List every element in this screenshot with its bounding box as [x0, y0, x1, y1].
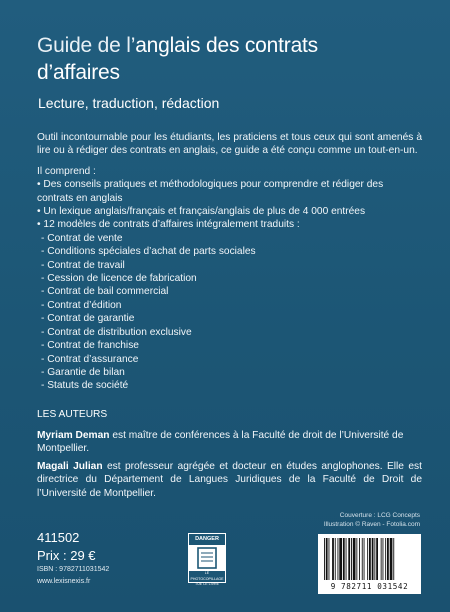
barcode-bar [353, 538, 356, 580]
price: Prix : 29 € [37, 548, 96, 563]
contracts-list [37, 232, 422, 393]
barcode-bar [383, 538, 384, 580]
barcode-bar [374, 538, 375, 580]
barcode-bar [332, 538, 334, 580]
author-bio-deman [37, 429, 422, 456]
barcode-bar [369, 538, 371, 580]
barcode-bar [367, 538, 368, 580]
feature-item: • 12 modèles de contrats d’affaires intégralement traduits : [37, 219, 300, 231]
book-title [37, 32, 427, 86]
feature-item: • Un lexique anglais/français et français/anglais de plus de 4 000 entrées [37, 206, 366, 218]
feature-item: • Des conseils pratiques et méthodologiques pour comprendre et rédiger des contrats en anglais [37, 179, 384, 204]
barcode-number: 9 782711 031542 [330, 582, 409, 591]
logo-bottom-text: LE PHOTOCOPILLAGE TUE LE LIVRE [190, 571, 224, 586]
barcode-bar [362, 538, 363, 580]
barcode-bar [335, 538, 336, 580]
contract-item: - Statuts de société [41, 380, 129, 392]
barcode-bar [326, 538, 328, 580]
title-prefix: Guide de l’ [37, 34, 136, 57]
credit-illustration: Illustration © Raven - Fotolia.com [323, 521, 420, 528]
book-subtitle: Lecture, traduction, rédaction [38, 95, 220, 111]
contract-item: - Contrat de garantie [41, 313, 135, 325]
barcode-bar [338, 538, 339, 580]
barcode-bar [359, 538, 360, 580]
barcode-bar [324, 538, 325, 580]
logo-top-text: DANGER [189, 534, 225, 545]
barcode-bar [372, 538, 374, 580]
cover-credits [270, 511, 420, 529]
barcode-bar [390, 538, 393, 580]
barcode-bar [376, 538, 378, 580]
barcode-bar [348, 538, 350, 580]
author-text: est professeur agrégée et docteur en études anglophones. Elle est directrice du Département de Langues Juridiques de la Faculté de Droit de l’Université de Montpellier. [37, 461, 422, 499]
isbn: ISBN : 9782711031542 [37, 566, 110, 573]
title-main: anglais des contrats [135, 34, 318, 57]
barcode-bar [364, 538, 365, 580]
intro-paragraph: Outil incontournable pour les étudiants, les praticiens et tous ceux qui sont amenés à lire ou à rédiger des contrats en anglais, ce guide a été conçu comme un tout-en-un. [37, 132, 422, 157]
contract-item: - Conditions spéciales d’achat de parts sociales [41, 246, 256, 258]
barcode-bar [329, 538, 330, 580]
barcode-bars [324, 538, 415, 582]
barcode-bar [385, 538, 386, 580]
product-code: 411502 [37, 530, 80, 545]
barcode [318, 534, 421, 594]
contract-item: - Contrat de distribution exclusive [41, 326, 192, 338]
contract-item: - Contrat de vente [41, 232, 123, 244]
logo-book-icon [189, 545, 225, 571]
barcode-bar [339, 538, 342, 580]
contract-item: - Contrat d’édition [41, 299, 122, 311]
contract-item: - Contrat de franchise [41, 340, 139, 352]
title-line2: d’affaires [37, 61, 120, 84]
comprend-label: Il comprend : [37, 165, 96, 177]
publisher-url: www.lexisnexis.fr [37, 578, 91, 585]
barcode-bar [356, 538, 357, 580]
credit-cover: Couverture : LCG Concepts [339, 512, 420, 519]
author-text: est maître de conférences à la Faculté de droit de l’Université de Montpellier. [37, 430, 404, 455]
description [37, 131, 422, 393]
contract-item: - Contrat de bail commercial [41, 286, 169, 298]
features-list [37, 178, 422, 232]
author-bio-julian [37, 460, 422, 500]
photocopillage-logo [188, 533, 226, 586]
contract-item: - Garantie de bilan [41, 366, 125, 378]
author-name: Myriam Deman [37, 430, 110, 441]
contract-item: - Contrat de travail [41, 259, 125, 271]
author-name: Magali Julian [37, 461, 103, 472]
barcode-bar [343, 538, 345, 580]
barcode-bar [387, 538, 389, 580]
contract-item: - Contrat d’assurance [41, 353, 139, 365]
barcode-bar [346, 538, 347, 580]
authors-heading: LES AUTEURS [37, 409, 108, 420]
contract-item: - Cession de licence de fabrication [41, 273, 197, 285]
barcode-bar [381, 538, 382, 580]
barcode-bar [351, 538, 352, 580]
barcode-bar [393, 538, 394, 580]
